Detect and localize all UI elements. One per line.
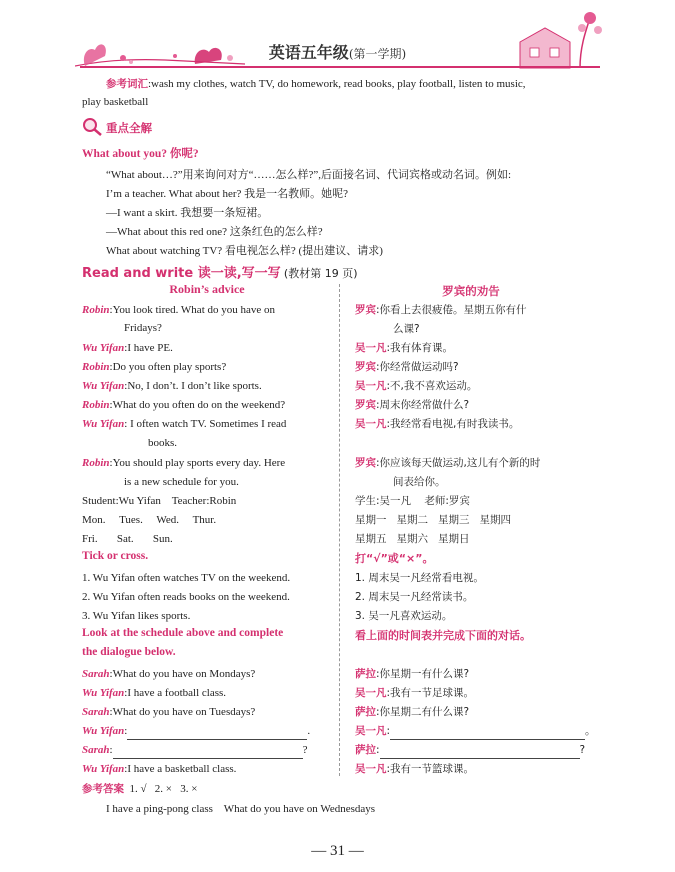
- read-write-title: Read and write 读一读,写一写: [82, 266, 281, 281]
- right-dialogue-7b: 间表给你。: [393, 476, 446, 488]
- column-divider: [339, 284, 340, 776]
- left-tick-title: Tick or cross.: [82, 550, 149, 562]
- right-dialogue-1b: 么课?: [393, 323, 420, 335]
- right-schedule-1: 学生:吴一凡 老师:罗宾: [355, 495, 470, 507]
- right-exercise-6: 吴一凡:我有一节篮球课。: [355, 763, 475, 775]
- left-title: Robin’s advice: [169, 282, 245, 296]
- right-exercise-1: 萨拉:你星期一有什么课?: [355, 668, 470, 680]
- right-dialogue-7: 罗宾:你应该每天做运动,这儿有个新的时: [355, 457, 541, 469]
- left-tick-2: 2. Wu Yifan often reads books on the weekend.: [82, 591, 290, 603]
- read-write-ref: (教材第 19 页): [283, 267, 358, 280]
- page-header: [0, 0, 675, 70]
- answers-line-1: 参考答案 1. √ 2. × 3. ×: [82, 783, 198, 795]
- vocab-label: 参考词汇: [106, 78, 148, 90]
- grammar-line-3: —I want a skirt. 我想要一条短裙。: [106, 207, 269, 219]
- right-tick-title: 打“√”或“×”。: [355, 552, 434, 565]
- right-exercise-5: 萨拉: ?: [355, 741, 585, 759]
- left-blank-2[interactable]: [113, 746, 303, 759]
- grammar-line-5: What about watching TV? 看电视怎么样? (提出建议、请求): [106, 245, 383, 257]
- grammar-title: What about you? 你呢?: [82, 148, 199, 160]
- grammar-line-1: “What about…?”用来询问对方“……怎么样?”,后面接名词、代词宾格或动名词。例如:: [106, 169, 512, 181]
- read-write-heading: [82, 262, 358, 281]
- left-look-2: the dialogue below.: [82, 646, 176, 658]
- left-dialogue-6: Wu Yifan: I often watch TV. Sometimes I read: [82, 418, 287, 430]
- left-tick-1: 1. Wu Yifan often watches TV on the weekend.: [82, 572, 291, 584]
- grammar-line-2: I’m a teacher. What about her? 我是一名教师。她呢?: [106, 188, 349, 200]
- left-dialogue-5: Robin:What do you often do on the weekend?: [82, 399, 286, 411]
- left-dialogue-1: Robin:You look tired. What do you have on: [82, 304, 276, 316]
- grammar-line-4: —What about this red one? 这条红色的怎么样?: [106, 226, 323, 238]
- left-schedule-1: Student:Wu Yifan Teacher:Robin: [82, 495, 237, 507]
- left-exercise-6: Wu Yifan:I have a basketball class.: [82, 763, 237, 775]
- header-rule: [80, 66, 600, 68]
- right-schedule-3: 星期五 星期六 星期日: [355, 533, 470, 545]
- left-tick-3: 3. Wu Yifan likes sports.: [82, 610, 191, 622]
- left-schedule-2: Mon. Tues. Wed. Thur.: [82, 514, 217, 526]
- right-blank-1[interactable]: [390, 727, 585, 740]
- right-exercise-4: 吴一凡: 。: [355, 722, 596, 740]
- keypoints-label: 重点全解: [106, 121, 152, 135]
- right-tick-3: 3. 吴一凡喜欢运动。: [355, 610, 453, 622]
- left-exercise-1: Sarah:What do you have on Mondays?: [82, 668, 256, 680]
- right-dialogue-2: 吴一凡:我有体育课。: [355, 342, 454, 354]
- right-exercise-2: 吴一凡:我有一节足球课。: [355, 687, 475, 699]
- left-dialogue-1b: Fridays?: [124, 322, 162, 334]
- left-exercise-5: Sarah: ?: [82, 741, 307, 759]
- right-dialogue-4: 吴一凡:不,我不喜欢运动。: [355, 380, 478, 392]
- magnifier-icon: [82, 117, 104, 137]
- left-exercise-4: Wu Yifan: .: [82, 722, 310, 740]
- page-number: — 31 —: [311, 843, 364, 859]
- left-dialogue-4: Wu Yifan:No, I don’t. I don’t like sports.: [82, 380, 262, 392]
- left-dialogue-2: Wu Yifan:I have PE.: [82, 342, 173, 354]
- right-tick-1: 1. 周末吴一凡经常看电视。: [355, 572, 484, 584]
- left-schedule-3: Fri. Sat. Sun.: [82, 533, 173, 545]
- right-blank-2[interactable]: [380, 746, 580, 759]
- left-dialogue-3: Robin:Do you often play sports?: [82, 361, 227, 373]
- vocab-line-1: 参考词汇:wash my clothes, watch TV, do homework, read books, play football, listen to music,: [106, 78, 526, 90]
- answers-label: 参考答案: [82, 783, 124, 795]
- right-dialogue-6: 吴一凡:我经常看电视,有时我读书。: [355, 418, 520, 430]
- right-title: 罗宾的劝告: [442, 284, 500, 298]
- right-exercise-3: 萨拉:你星期二有什么课?: [355, 706, 470, 718]
- right-schedule-2: 星期一 星期二 星期三 星期四: [355, 514, 512, 526]
- answers-line-2: I have a ping-pong class What do you have on Wednesdays: [106, 803, 376, 815]
- left-dialogue-7: Robin:You should play sports every day. Here: [82, 457, 286, 469]
- left-look-1: Look at the schedule above and complete: [82, 627, 284, 639]
- left-exercise-3: Sarah:What do you have on Tuesdays?: [82, 706, 256, 718]
- right-tick-2: 2. 周末吴一凡经常读书。: [355, 591, 474, 603]
- left-exercise-2: Wu Yifan:I have a football class.: [82, 687, 227, 699]
- right-look: 看上面的时间表并完成下面的对话。: [355, 629, 531, 642]
- left-dialogue-7b: is a new schedule for you.: [124, 476, 239, 488]
- header-subtitle: (第一学期): [348, 47, 407, 61]
- right-dialogue-3: 罗宾:你经常做运动吗?: [355, 361, 459, 373]
- right-dialogue-1: 罗宾:你看上去很疲倦。星期五你有什: [355, 304, 527, 316]
- header-title: 英语五年级(第一学期): [268, 43, 407, 62]
- vocab-line-2: play basketball: [82, 96, 149, 108]
- left-dialogue-6b: books.: [148, 437, 178, 449]
- right-dialogue-5: 罗宾:周末你经常做什么?: [355, 399, 470, 411]
- left-blank-1[interactable]: [127, 727, 307, 740]
